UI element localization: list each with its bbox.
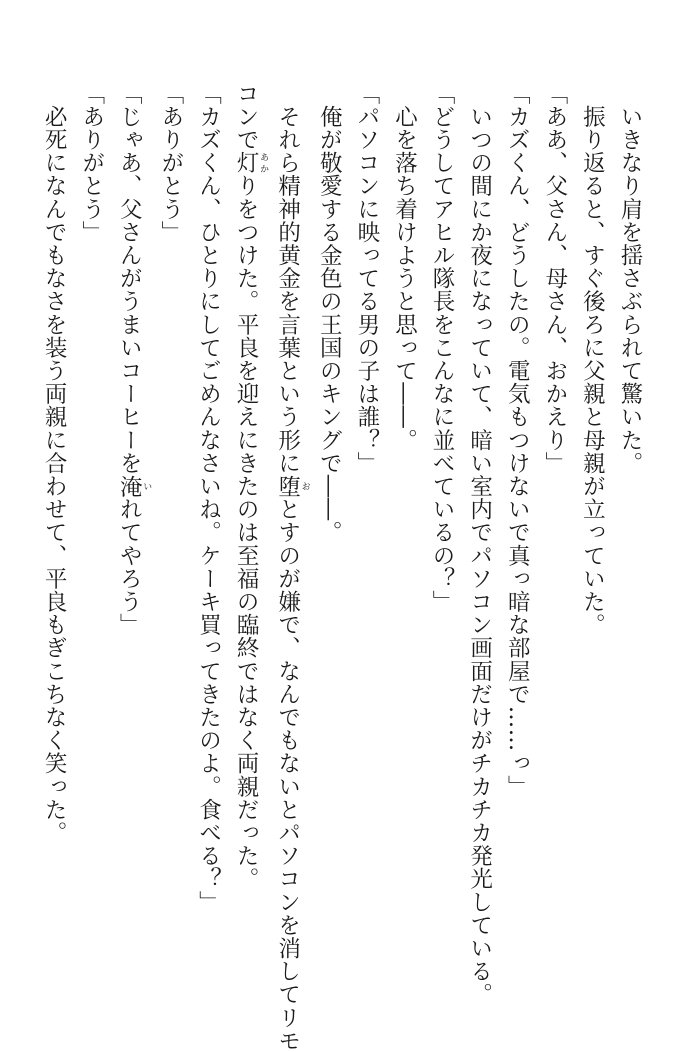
dialogue-line-12: 「カズくん、ひとりにしてごめんなさいね。ケーキ買ってきたのよ。食べる？」 [195, 82, 222, 914]
dialogue-line-14 [110, 82, 152, 962]
novel-text-block [35, 82, 649, 1052]
text-line-7: 心を落ち着けようと思って――。 [391, 82, 418, 452]
ruby-word-akari [233, 151, 269, 175]
text-line-11 [226, 82, 268, 962]
text-line-11-after: りをつけた。平良を迎えにきたのは至福の臨終ではなく両親だった。 [233, 174, 260, 891]
ruby-base-ochi: 堕 [274, 474, 301, 498]
dialogue-line-15: 「ありがとう」 [78, 82, 105, 244]
text-line-2: 振り返ると、すぐ後ろに父親と母親が立っていた。 [579, 82, 606, 637]
ruby-word-ire [116, 474, 152, 498]
text-line-1: いきなり肩を揺さぶられて驚いた。 [617, 82, 643, 475]
dialogue-line-4: 「カズくん、どうしたの。電気もつけないで真っ暗な部屋で……っ」 [504, 82, 531, 799]
dialogue-line-8: 「パソコンに映ってる男の子は誰？」 [353, 82, 380, 475]
ruby-base-akari: 灯 [233, 151, 260, 175]
ruby-base-ire: 淹 [116, 474, 143, 498]
dialogue-line-14-after: れてやろう」 [116, 497, 143, 637]
text-line-9: 俺が敬愛する金色の王国のキングで――。 [316, 82, 343, 544]
text-line-10 [268, 82, 310, 1052]
ruby-reading-ire: い [141, 474, 152, 498]
dialogue-line-14-before: 「じゃあ、父さんがうまいコーヒーを [116, 82, 143, 475]
text-line-5: いつの間にか夜になっていて、暗い室内でパソコン画面だけがチカチカ発光している。 [466, 82, 493, 1006]
dialogue-line-13: 「ありがとう」 [157, 82, 184, 244]
ruby-word-ochi [274, 474, 310, 498]
ruby-reading-akari: あか [258, 151, 269, 175]
ruby-reading-ochi: お [299, 474, 310, 498]
text-line-16: 必死になんでもなさを装う両親に合わせて、平良もぎこちなく笑った。 [41, 82, 68, 845]
text-line-10-after: とすのが嫌で、なんでもないとパソコンを消してリモ [274, 497, 301, 1052]
dialogue-line-3: 「ああ、父さん、母さん、おかえり」 [541, 82, 568, 475]
dialogue-line-6: 「どうしてアヒル隊長をこんなに並べているの？」 [429, 82, 456, 614]
text-line-11-before: コンで [233, 82, 260, 152]
text-line-10-before: それら精神的黄金を言葉という形に [274, 82, 301, 475]
